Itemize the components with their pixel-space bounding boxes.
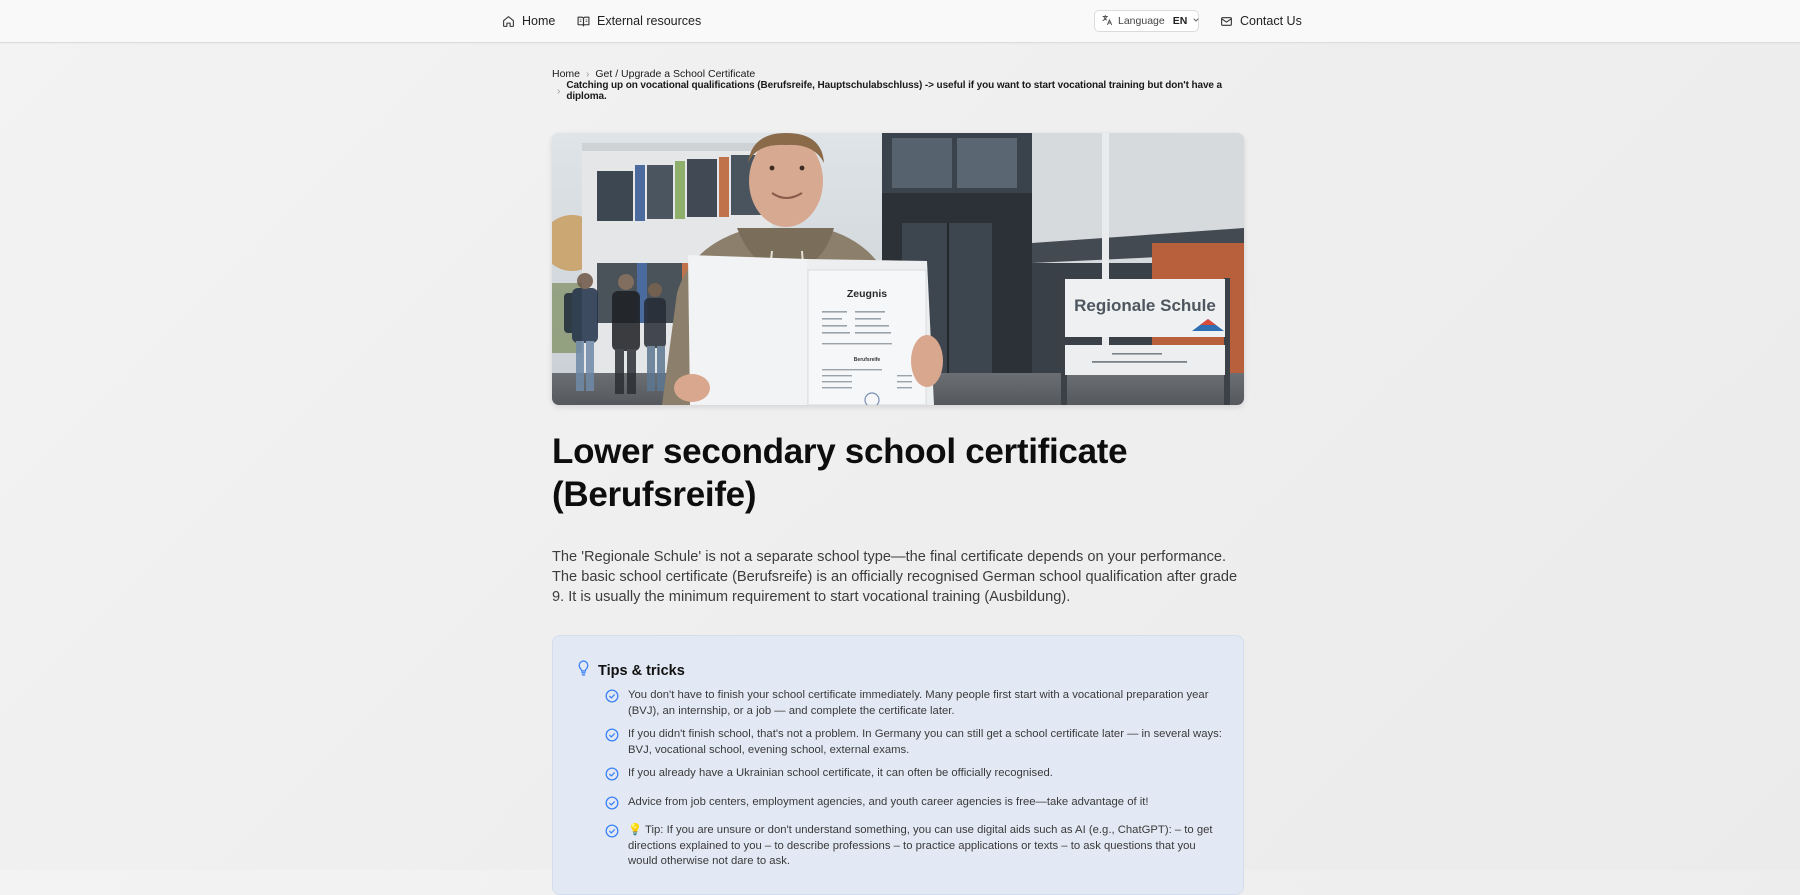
tip-item (605, 688, 1225, 719)
check-circle-icon (605, 796, 619, 816)
breadcrumb (552, 67, 1252, 102)
check-circle-icon (605, 728, 619, 748)
tips-header (577, 660, 685, 681)
book-open-icon (577, 15, 590, 28)
svg-text:Zeugnis: Zeugnis (846, 288, 888, 300)
nav-contact-label: Contact Us (1240, 14, 1302, 28)
mail-icon (1220, 15, 1233, 28)
tip-item (605, 823, 1225, 870)
check-circle-icon (605, 689, 619, 709)
tips-and-tricks-box (552, 635, 1244, 895)
breadcrumb-get-upgrade-certificate[interactable]: Get / Upgrade a School Certificate (595, 68, 756, 80)
nav-home-label: Home (522, 14, 556, 28)
tip-text: You don't have to finish your school certificate immediately. Many people first start with a vocational preparation year (BVJ), an internship, or a job — and complete the certificate later. (628, 689, 1209, 717)
tip-item (605, 727, 1225, 758)
home-icon (502, 15, 515, 28)
tips-title: Tips & tricks (598, 662, 685, 679)
top-navigation (0, 0, 1800, 43)
nav-external-resources-link[interactable] (577, 0, 701, 42)
nav-external-resources-label: External resources (597, 14, 702, 28)
language-label: Language (1118, 15, 1165, 27)
breadcrumb-home[interactable]: Home (552, 68, 581, 80)
lightbulb-icon (577, 660, 590, 681)
breadcrumb-current-page: Catching up on vocational qualifications (Berufsreife, Hauptschulabschluss) -> useful if you want to start vocational training but don't have a diploma. (566, 80, 1223, 102)
check-circle-icon (605, 824, 619, 844)
tip-text: If you already have a Ukrainian school certificate, it can often be officially recognised. (628, 767, 1053, 779)
tip-item (605, 795, 1225, 816)
tip-item (605, 766, 1225, 787)
hero-image (552, 133, 1244, 405)
tip-text: If you didn't finish school, that's not a problem. In Germany you can still get a school certificate later — in several ways: BVJ, vocational school, evening school, external exams. (628, 728, 1222, 756)
nav-contact-link[interactable] (1220, 0, 1302, 42)
lightbulb-emoji-icon: 💡 (628, 824, 643, 836)
language-code: EN (1172, 15, 1188, 27)
nav-home-link[interactable] (502, 0, 555, 42)
intro-paragraph: The 'Regionale Schule' is not a separate school type—the final certificate depends on your performance. The basic school certificate (Berufsreife) is an officially recognised German school qualification after grade 9. It is usually the minimum requirement to start vocational training (Ausbildung). (552, 549, 1238, 605)
page-title: Lower secondary school certificate (Berufsreife) (552, 432, 1128, 514)
tip-text (628, 823, 1225, 870)
language-selector[interactable] (1094, 10, 1199, 32)
tips-list (605, 688, 1225, 878)
svg-text:Regionale Schule: Regionale Schule (1074, 296, 1216, 315)
check-circle-icon (605, 767, 619, 787)
chevron-right-icon: › (557, 85, 561, 97)
chevron-down-icon (1192, 15, 1200, 27)
translate-icon (1101, 14, 1113, 29)
svg-text:Berufsreife: Berufsreife (853, 357, 881, 363)
chevron-right-icon: › (586, 68, 590, 80)
tip-text-content: Tip: If you are unsure or don't understand something, you can use digital aids such as AI (e.g., ChatGPT): – to get directions explained to you – to describe professions – to practice applications or texts – to ask questions that you would otherwise not dare to ask. (628, 824, 1213, 867)
tip-text: Advice from job centers, employment agencies, and youth career agencies is free—take advantage of it! (628, 795, 1149, 808)
